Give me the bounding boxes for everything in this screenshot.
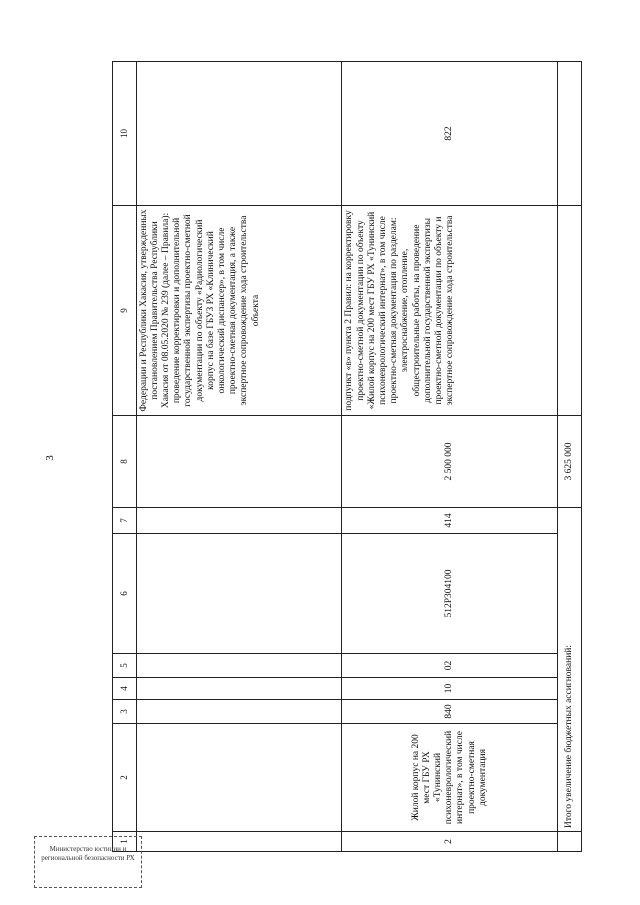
description-cell: подпункт «в» пункта 2 Правил: на корректировку проектно-сметной документации по объекту «Жилой корпус на 200 мест ГБУ РХ «Тунинский психоневрологический интернат», в том числе проектно-сметная документация по разделам: электроснабжение, отопление, общестроительные работы, на проведение дополнительной государственной экспертизы проектно-сметной документации по объекту и экспертное сопровождение хода строительства — [342, 206, 558, 416]
budget-table — [112, 61, 582, 852]
table-row — [136, 62, 342, 852]
description-cell: Федерации и Республики Хакасия, утвержденных постановлением Правительства Республики Хакасия от 08.05.2020 № 239 (далее – Правила): проведение корректировки и дополнительной государственной экспертизы проектно-сметной документации по объекту «Радиологический корпус на базе ГБУЗ РХ «Клинический онкологический диспансер», в том числе проектно-сметная документация, а также экспертное сопровождение хода строительства объекта — [136, 206, 342, 416]
rotated-table-wrapper — [112, 62, 582, 852]
header-cell: 7 — [113, 508, 137, 534]
total-label: Итого увеличение бюджетных ассигнований: — [558, 508, 582, 832]
header-cell: 9 — [113, 206, 137, 416]
header-cell: 2 — [113, 724, 137, 832]
total-empty-cell — [558, 62, 582, 206]
amount-cell — [136, 416, 342, 508]
total-row — [558, 62, 582, 852]
header-cell: 6 — [113, 534, 137, 654]
object-name: Жилой корпус на 200 мест ГБУ РХ «Тунинский психоневрологический интернат», в том числе проектно-сметная документация — [342, 724, 558, 832]
row-number: 2 — [342, 832, 558, 852]
code-cell: 840 — [342, 700, 558, 724]
registration-stamp: Министерство юстиции и региональной безопасности РХ — [34, 836, 142, 888]
code-cell — [136, 654, 342, 678]
code-cell: 512Р304100 — [342, 534, 558, 654]
total-empty-cell — [558, 832, 582, 852]
code-cell: 10 — [342, 678, 558, 700]
header-cell: 3 — [113, 700, 137, 724]
code-cell — [136, 534, 342, 654]
row-number — [136, 832, 342, 852]
header-cell: 10 — [113, 62, 137, 206]
page-number: 3 — [44, 455, 56, 461]
object-name — [136, 724, 342, 832]
code-cell: 02 — [342, 654, 558, 678]
header-row — [113, 62, 137, 852]
amount-cell: 2 500 000 — [342, 416, 558, 508]
code-cell: 414 — [342, 508, 558, 534]
total-value: 3 625 000 — [558, 416, 582, 508]
header-cell: 1 — [113, 832, 137, 852]
amount-cell: 822 — [342, 62, 558, 206]
code-cell — [136, 700, 342, 724]
code-cell — [136, 678, 342, 700]
header-cell: 8 — [113, 416, 137, 508]
code-cell — [136, 508, 342, 534]
total-empty-cell — [558, 206, 582, 416]
header-cell: 5 — [113, 654, 137, 678]
header-cell: 4 — [113, 678, 137, 700]
table-row — [342, 62, 558, 852]
amount-cell — [136, 62, 342, 206]
